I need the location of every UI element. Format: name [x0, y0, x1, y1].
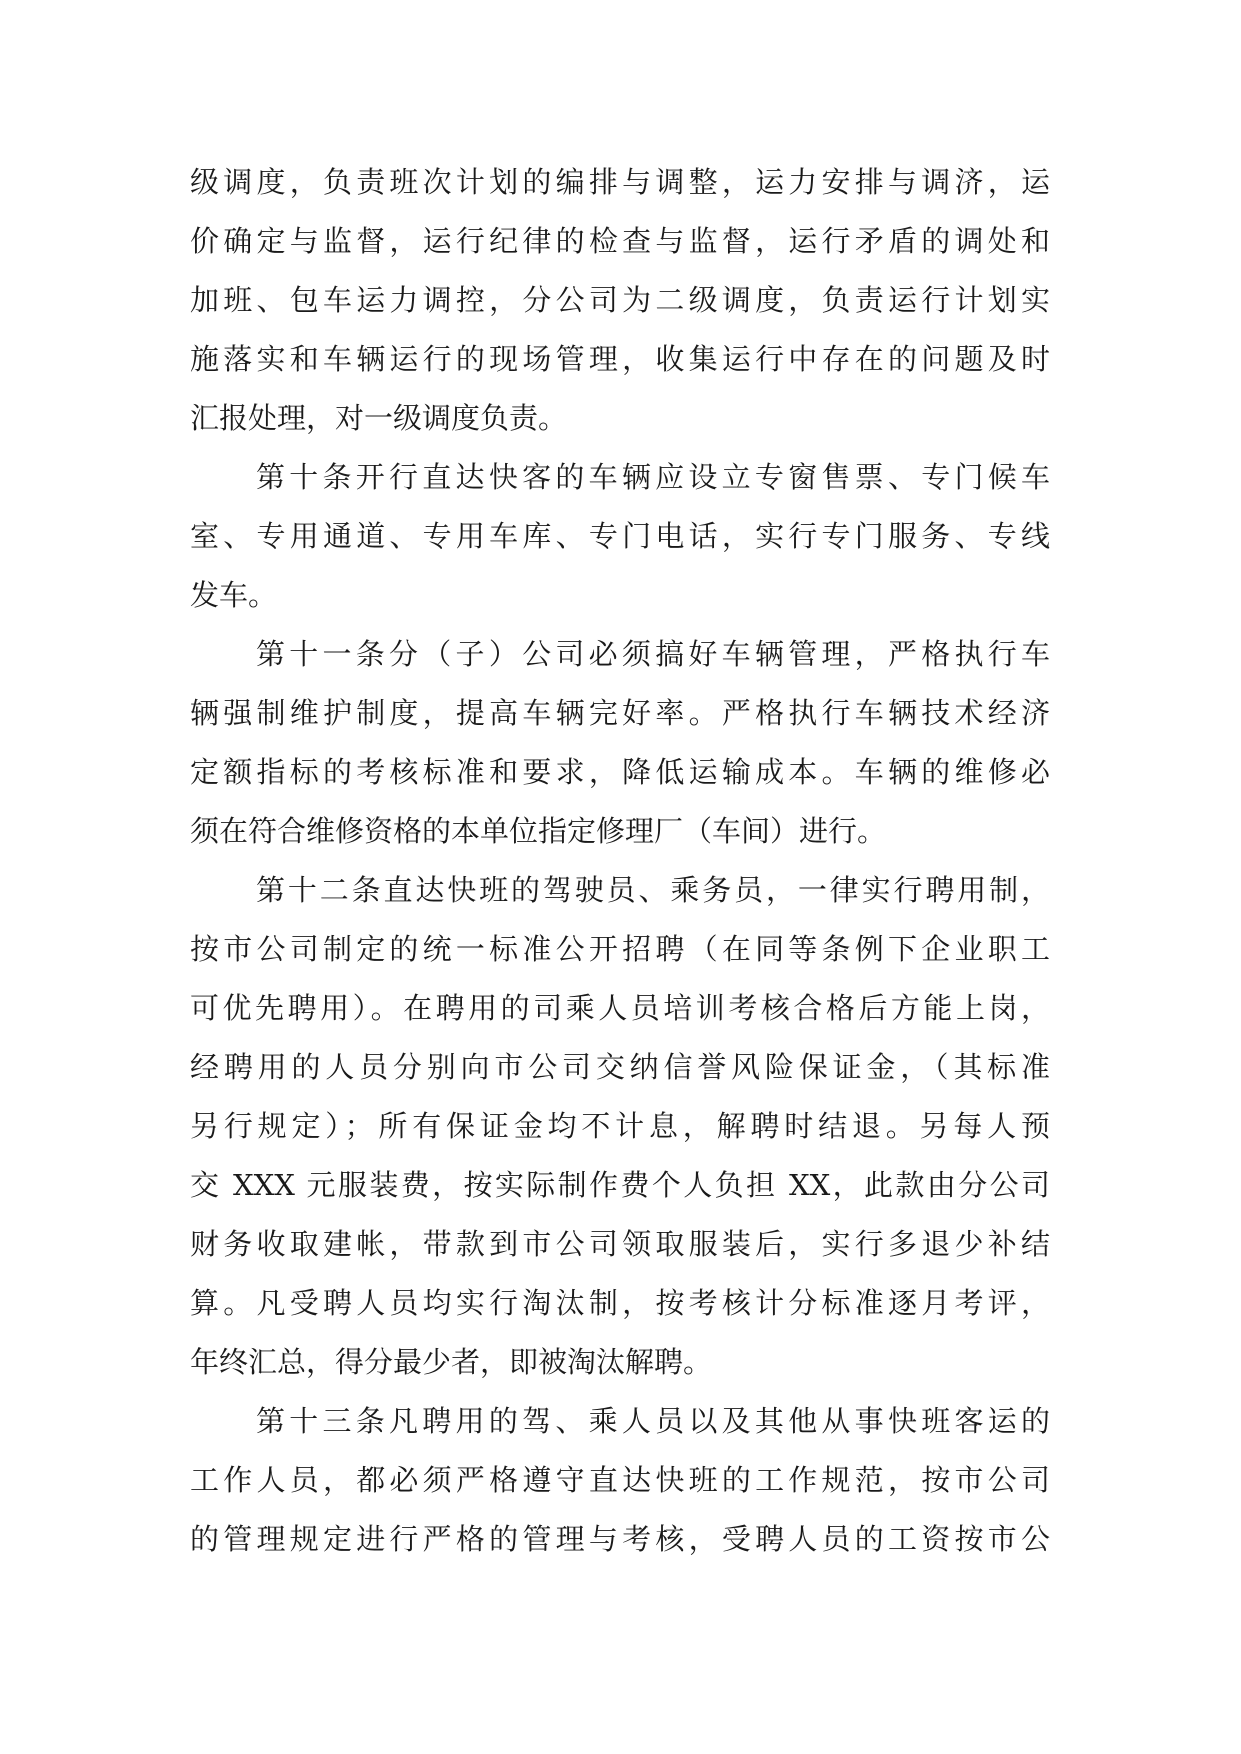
text-line: 年终汇总，得分最少者，即被淘汰解聘。: [190, 1345, 713, 1379]
text-line: 辆强制维护制度，提高车辆完好率。严格执行车辆技术经济: [190, 696, 1050, 730]
text-line: 交 XXX 元服装费，按实际制作费个人负担 XX，此款由分公司: [190, 1168, 1050, 1202]
text-line: 的管理规定进行严格的管理与考核，受聘人员的工资按市公: [190, 1522, 1050, 1556]
text-line: 可优先聘用）。在聘用的司乘人员培训考核合格后方能上岗，: [190, 991, 1050, 1025]
text-line: 按市公司制定的统一标准公开招聘（在同等条例下企业职工: [190, 932, 1050, 966]
paragraph-first-line: 第十三条凡聘用的驾、乘人员以及其他从事快班客运的: [256, 1404, 1050, 1438]
text-line: 施落实和车辆运行的现场管理，收集运行中存在的问题及时: [190, 342, 1050, 376]
text-line: 工作人员，都必须严格遵守直达快班的工作规范，按市公司: [190, 1463, 1050, 1497]
text-line: 价确定与监督，运行纪律的检查与监督，运行矛盾的调处和: [190, 224, 1050, 258]
text-line: 算。凡受聘人员均实行淘汰制，按考核计分标准逐月考评，: [190, 1286, 1050, 1320]
paragraph-first-line: 第十条开行直达快客的车辆应设立专窗售票、专门候车: [256, 460, 1050, 494]
text-line: 室、专用通道、专用车库、专门电话，实行专门服务、专线: [190, 519, 1050, 553]
paragraph-first-line: 第十一条分（子）公司必须搞好车辆管理，严格执行车: [256, 637, 1050, 671]
paragraph-first-line: 第十二条直达快班的驾驶员、乘务员，一律实行聘用制，: [256, 873, 1050, 907]
text-line: 须在符合维修资格的本单位指定修理厂（车间）进行。: [190, 814, 887, 848]
text-line: 另行规定）；所有保证金均不计息，解聘时结退。另每人预: [190, 1109, 1050, 1143]
text-line: 定额指标的考核标准和要求，降低运输成本。车辆的维修必: [190, 755, 1050, 789]
text-line: 发车。: [190, 578, 278, 612]
text-line: 经聘用的人员分别向市公司交纳信誉风险保证金，（其标准: [190, 1050, 1050, 1084]
text-line: 级调度，负责班次计划的编排与调整，运力安排与调济，运: [190, 165, 1050, 199]
text-line: 加班、包车运力调控，分公司为二级调度，负责运行计划实: [190, 283, 1050, 317]
text-line: 汇报处理，对一级调度负责。: [190, 401, 568, 435]
text-line: 财务收取建帐，带款到市公司领取服装后，实行多退少补结: [190, 1227, 1050, 1261]
